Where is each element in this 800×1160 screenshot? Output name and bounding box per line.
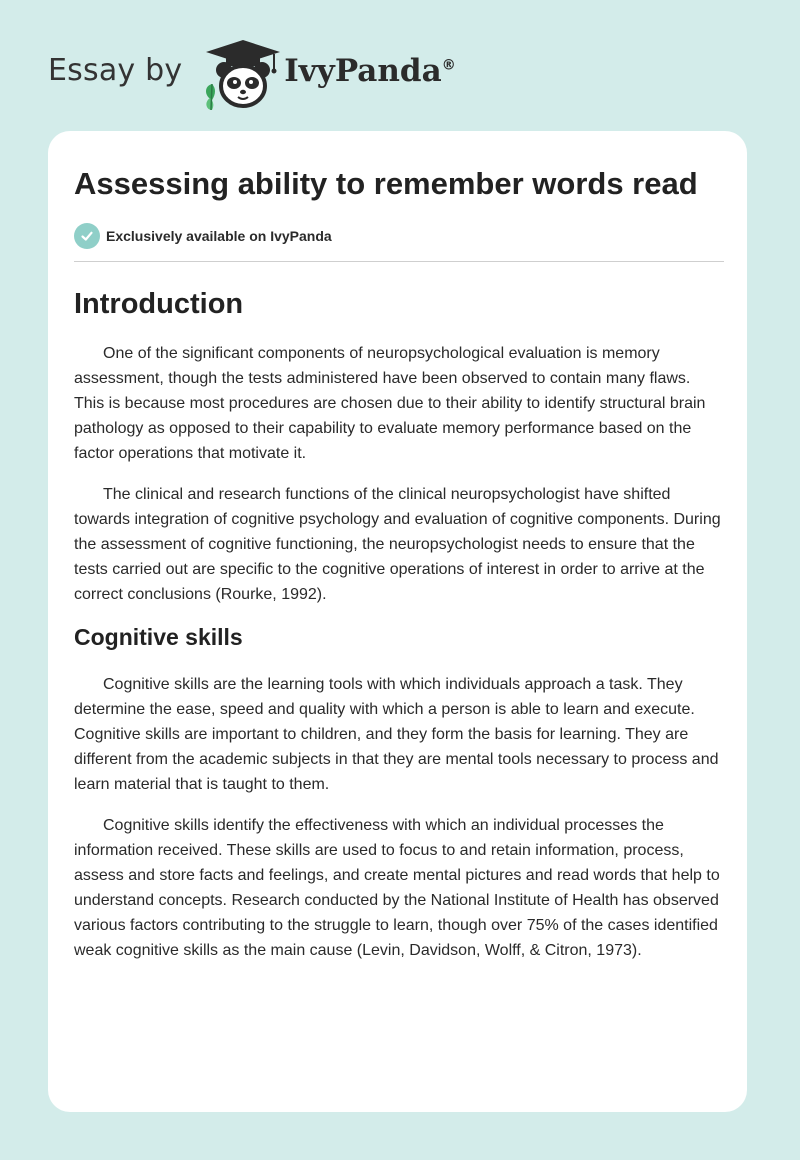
paragraph: Cognitive skills identify the effectiveness with which an individual processes the information received. These skills are used to focus to and retain information, process, assess and store facts and feelings, and create mental pictures and read words that help to understand concepts. Research conducted by the National Institute of Health has observed various factors contributing to the struggle to learn, though over 75% of the cases identified weak cognitive skills as the main cause (Levin, Davidson, Wolff, & Citron, 1973). <box>74 817 720 959</box>
exclusive-badge <box>74 222 724 250</box>
section-heading-cognitive-skills: Cognitive skills <box>74 624 243 650</box>
panda-logo-icon[interactable] <box>198 36 288 112</box>
article-title: Assessing ability to remember words read <box>74 166 698 201</box>
check-circle-icon <box>74 223 100 249</box>
registered-mark: ® <box>441 57 456 74</box>
brand-name[interactable]: IvyPanda® <box>284 53 456 89</box>
paragraph: The clinical and research functions of the clinical neuropsychologist have shifted towards integration of cognitive psychology and evaluation of cognitive components. During the assessment of cognitive functioning, the neuropsychologist needs to ensure that the tests carried out are specific to the cognitive operations of interest in order to arrive at the correct conclusions (Rourke, 1992). <box>74 486 721 603</box>
paragraph: One of the significant components of neuropsychological evaluation is memory assessment, though the tests administered have been observed to contain many flaws. This is because most procedures are chosen due to their ability to identify structural brain pathology as opposed to their capability to evaluate memory performance based on the factor operations that motivate it. <box>74 345 706 462</box>
paragraph: Cognitive skills are the learning tools with which individuals approach a task. They determine the ease, speed and quality with which a person is able to learn and execute. Cognitive skills are important to children, and they form the basis for learning. They are different from the academic subjects in that they are mental tools necessary to process and learn material that is taught to them. <box>74 676 719 793</box>
site-header <box>48 34 456 114</box>
divider <box>74 261 724 262</box>
section-heading-introduction: Introduction <box>74 288 244 320</box>
exclusive-badge-label: Exclusively available on IvyPanda <box>106 228 332 244</box>
article-card <box>48 131 747 1112</box>
essay-by-label: Essay by <box>48 52 183 88</box>
article-content <box>74 163 724 963</box>
